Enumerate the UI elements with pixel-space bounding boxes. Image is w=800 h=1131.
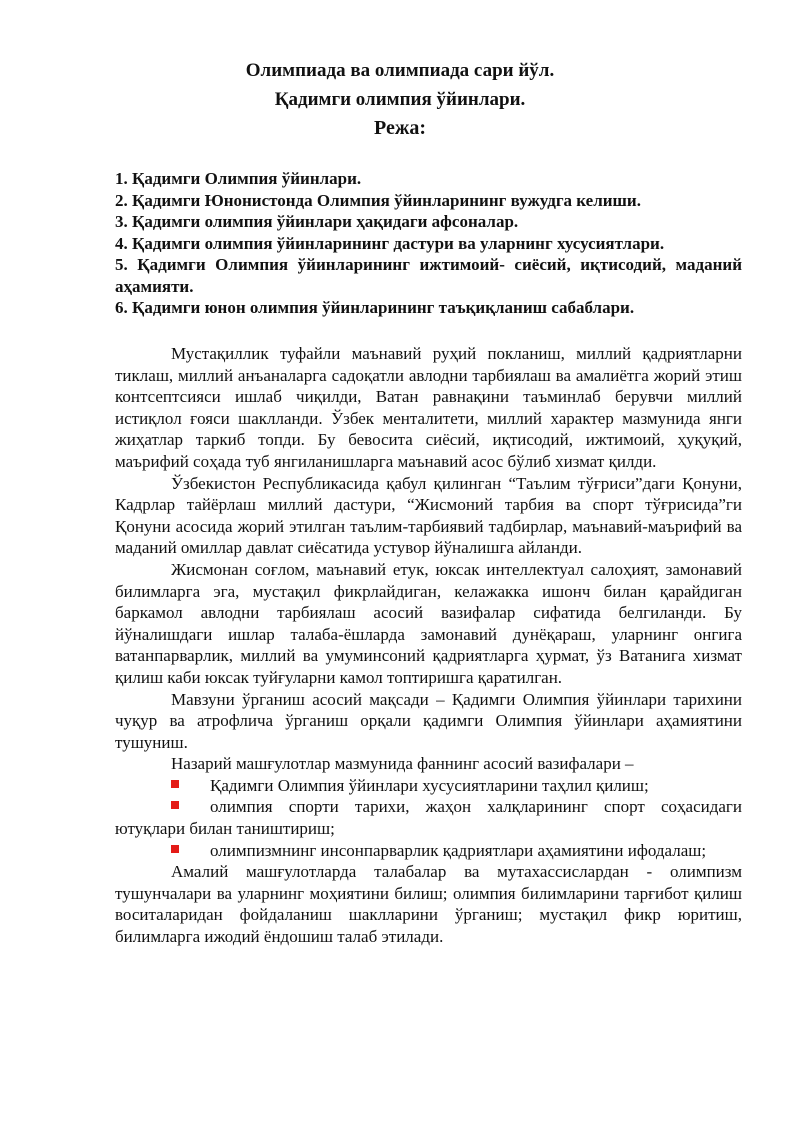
document-title: Олимпиада ва олимпиада сари йўл.	[245, 60, 555, 81]
plan-heading: Режа:	[374, 117, 426, 139]
bullet-item	[115, 775, 742, 797]
bullet-text: олимпизмнинг инсонпарварлик қадриятлари аҳамиятини ифодалаш;	[210, 840, 707, 860]
plan-item: 1. Қадимги Олимпия ўйинлари.	[115, 169, 362, 188]
document-subtitle: Қадимги олимпия ўйинлари.	[274, 89, 526, 110]
red-square-bullet-icon	[171, 780, 179, 788]
body-text	[115, 343, 742, 948]
bullet-item	[115, 840, 742, 862]
paragraph: Амалий машғулотларда талабалар ва мутахассислардан - олимпизм тушунчалари ва уларнинг моҳиятини билиш; олимпия билимларини тарғибот қилиш воситаларидан фойдаланиш шаклларини ўрганиш; мустақил фикр юритиш, билимларга ижодий ёндошиш талаб этилади.	[115, 862, 742, 947]
bullet-item	[115, 796, 742, 839]
paragraph: Мавзуни ўрганиш асосий мақсади – Қадимги Олимпия ўйинлари тарихини чуқур ва атрофлича ўрганиш орқали қадимги Олимпия ўйинлари аҳамиятини тушуниш.	[115, 689, 742, 752]
paragraph: Жисмонан соғлом, маънавий етук, юксак интеллектуал салоҳият, замонавий билимларга эга, мустақил фикрлайдиган, келажакка ишонч билан қарайдиган баркамол авлодни тарбиялаш асосий вазифалар сифатида белгиланди. Бу йўналишдаги ишлар талаба-ёшларда замонавий дунёқараш, уларнинг онгига ватанпарварлик, миллий ва умуминсоний қадриятларга ҳурмат, ўз Ватанига хизмат қилиш каби юксак туйғуларни камол топтиришга қаратилган.	[115, 559, 742, 687]
paragraph: Ўзбекистон Республикасида қабул қилинган “Таълим тўғриси”даги Қонуни, Кадрлар тайёрлаш миллий дастури, “Жисмоний тарбия ва спорт тўғрисида”ги Қонуни асосида жорий этилган таълим-тарбиявий тадбирлар, маънавий-маърифий ва маданий омиллар давлат сиёсатида устувор йўналишга айланди.	[115, 473, 742, 558]
bullet-text: Қадимги Олимпия ўйинлари хусусиятларини таҳлил қилиш;	[210, 775, 649, 795]
plan-item: 3. Қадимги олимпия ўйинлари ҳақидаги афсоналар.	[115, 212, 519, 231]
bullet-text: олимпия спорти тарихи, жаҳон халқларининг спорт соҳасидаги ютуқлари билан таништириш;	[115, 797, 742, 839]
plan-item: 6. Қадимги юнон олимпия ўйинларининг таъқиқланиш сабаблари.	[115, 298, 635, 317]
plan-list	[115, 168, 742, 319]
red-square-bullet-icon	[171, 845, 179, 853]
plan-item: 5. Қадимги Олимпия ўйинларининг ижтимоий- сиёсий, иқтисодий, маданий аҳамияти.	[115, 255, 742, 296]
paragraph: Мустақиллик туфайли маънавий руҳий покланиш, миллий қадриятларни тиклаш, миллий анъаналарга садоқатли авлодни тарбиялаш ва амалиётга жорий этиш контсептсияси ишлаб чиқилди, Ватан равнақини таъминлаб берувчи миллий истиқлол ғояси шаклланди. Ўзбек менталитети, миллий характер мазмунида янги жиҳатлар таркиб топди. Бу бевосита сиёсий, иқтисодий, ижтимоий, ҳуқуқий, маърифий соҳада туб янгиланишларга маънавий асос бўлиб хизмат қилди.	[115, 344, 742, 471]
paragraph: Назарий машғулотлар мазмунида фаннинг асосий вазифалари –	[171, 754, 634, 774]
plan-item: 2. Қадимги Юнонистонда Олимпия ўйинларининг вужудга келиши.	[115, 190, 641, 210]
plan-item: 4. Қадимги олимпия ўйинларининг дастури ва уларнинг хусусиятлари.	[115, 233, 665, 253]
red-square-bullet-icon	[171, 801, 179, 809]
title-block	[0, 56, 800, 143]
